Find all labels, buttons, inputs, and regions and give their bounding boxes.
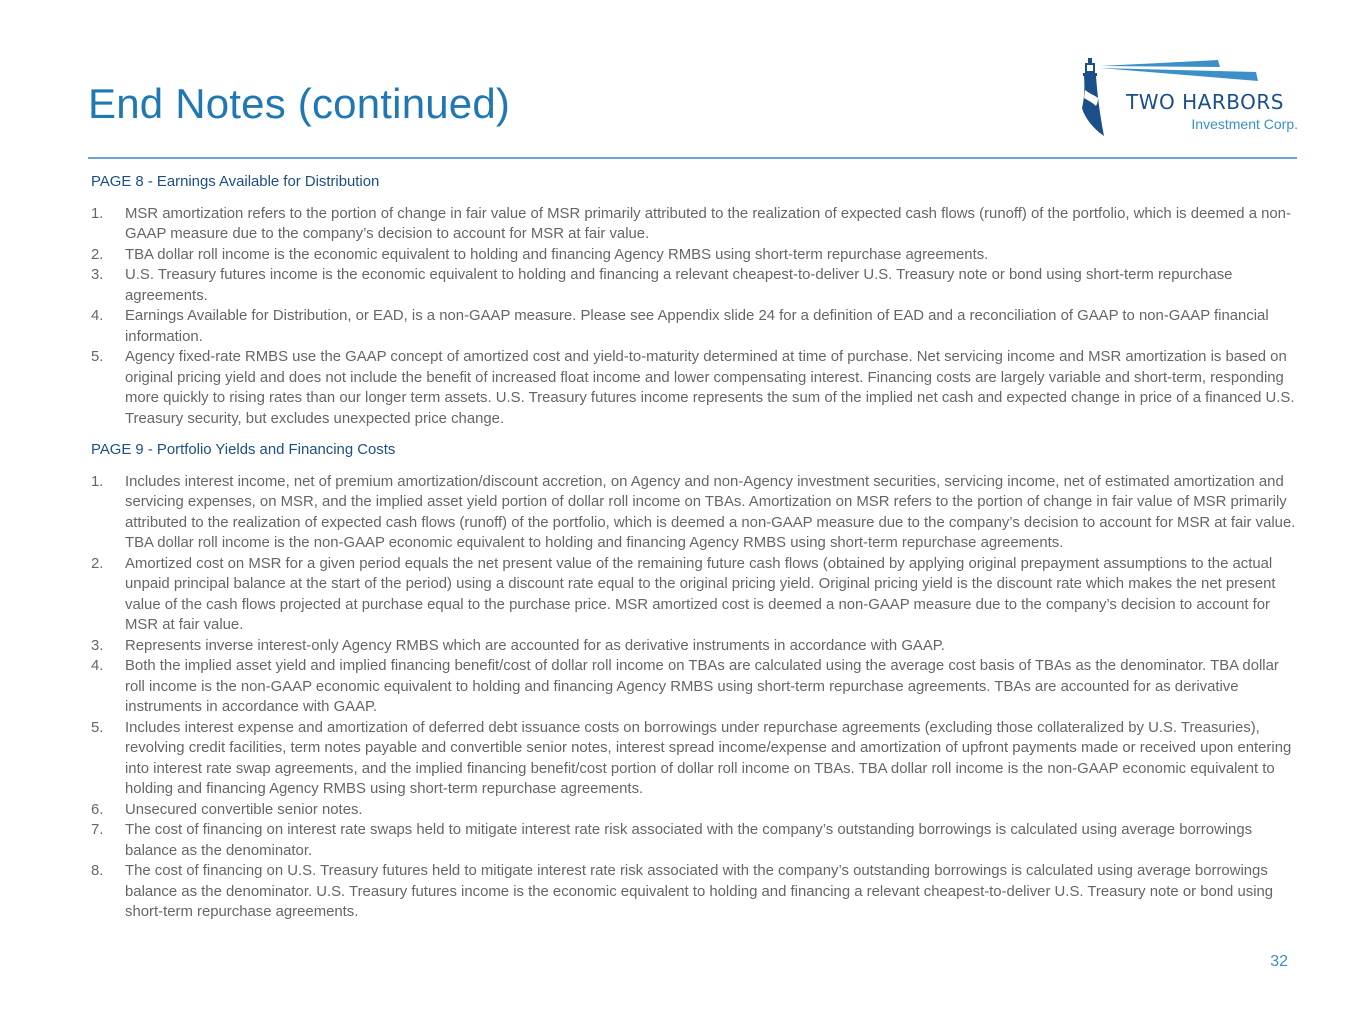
note-text: TBA dollar roll income is the economic equivalent to holding and financing Agency RMBS using short-term repurchase agreements. [125, 246, 989, 263]
note-number: 3. [91, 637, 104, 654]
note-item [91, 554, 1301, 636]
note-text: Both the implied asset yield and implied financing benefit/cost of dollar roll income on TBAs are calculated using the average cost basis of TBAs as the denominator. TBA dollar roll income is the non-GAAP economic equivalent to holding and financing Agency RMBS using short-term repurchase agreements. TBAs are accounted for as derivative instruments in accordance with GAAP. [125, 658, 1279, 715]
note-item [91, 800, 1301, 821]
section-heading: PAGE 9 - Portfolio Yields and Financing Costs [91, 442, 396, 458]
note-number: 5. [91, 719, 104, 736]
notes-list [91, 204, 1301, 430]
note-text: Earnings Available for Distribution, or EAD, is a non-GAAP measure. Please see Appendix slide 24 for a definition of EAD and a reconciliation of GAAP to non-GAAP financial information. [125, 308, 1269, 345]
notes-list [91, 472, 1301, 923]
note-text: Amortized cost on MSR for a given period equals the net present value of the remaining future cash flows (obtained by applying original prepayment assumptions to the actual unpaid principal balance at the start of the period) using a discount rate equal to the original pricing yield. Original pricing yield is the discount rate which makes the net present value of the cash flows projected at purchase equal to the purchase price. MSR amortized cost is deemed a non-GAAP measure due to the company’s decision to account for MSR at fair value. [125, 555, 1276, 633]
note-number: 4. [91, 308, 104, 324]
note-text: Includes interest expense and amortization of deferred debt issuance costs on borrowings under repurchase agreements (excluding those collateralized by U.S. Treasuries), revolving credit facilities, term notes payable and convertible senior notes, interest spread income/expense and amortization of upfront payments made or received upon entering into interest rate swap agreements, and the implied financing benefit/cost portion of dollar roll income on TBAs. TBA dollar roll income is the non-GAAP economic equivalent to holding and financing Agency RMBS using short-term repurchase agreements. [125, 719, 1292, 797]
note-item [91, 347, 1301, 429]
note-item [91, 820, 1301, 861]
note-text: MSR amortization refers to the portion of change in fair value of MSR primarily attributed to the realization of expected cash flows (runoff) of the portfolio, which is deemed a non-GAAP measure due to the company’s decision to account for MSR at fair value. [125, 205, 1291, 242]
note-number: 7. [91, 822, 104, 838]
logo-name: TWO HARBORS [1126, 90, 1284, 114]
note-text: Unsecured convertible senior notes. [125, 801, 363, 818]
note-item [91, 718, 1301, 800]
note-text: Includes interest income, net of premium amortization/discount accretion, on Agency and non-Agency investment securities, servicing income, net of estimated amortization and servicing expenses, on MSR, and the implied asset yield portion of dollar roll income on TBAs. Amortization on MSR refers to the portion of change in fair value of MSR primarily attributed to the realization of expected cash flows (runoff) of the portfolio, which is deemed a non-GAAP measure due to the company’s decision to account for MSR at fair value. TBA dollar roll income is the non-GAAP economic equivalent to holding and financing Agency RMBS using short-term repurchase agreements. [125, 473, 1296, 551]
note-text: The cost of financing on interest rate swaps held to mitigate interest rate risk associated with the company’s outstanding borrowings is calculated using average borrowings balance as the denominator. [125, 822, 1253, 859]
note-item [91, 656, 1301, 718]
note-number: 5. [91, 349, 104, 365]
header-divider [88, 157, 1297, 159]
note-number: 2. [91, 246, 104, 263]
note-item [91, 861, 1301, 923]
end-notes-content [91, 172, 1301, 923]
note-number: 1. [91, 205, 104, 222]
note-item [91, 306, 1301, 347]
page-number: 32 [1270, 953, 1288, 970]
note-item [91, 245, 1301, 266]
note-text: The cost of financing on U.S. Treasury futures held to mitigate interest rate risk associated with the company’s outstanding borrowings is calculated using average borrowings balance as the denominator. U.S. Treasury futures income is the economic equivalent to holding and financing a relevant cheapest-to-deliver U.S. Treasury note or bond using short-term repurchase agreements. [125, 863, 1274, 920]
note-number: 6. [91, 801, 104, 818]
note-number: 3. [91, 267, 104, 283]
note-text: U.S. Treasury futures income is the economic equivalent to holding and financing a relevant cheapest-to-deliver U.S. Treasury note or bond using short-term repurchase agreements. [125, 267, 1233, 304]
company-logo [1078, 50, 1308, 142]
note-number: 1. [91, 473, 104, 490]
section-page-9 [91, 440, 1301, 923]
page-title: End Notes (continued) [88, 80, 511, 127]
section-heading: PAGE 8 - Earnings Available for Distribution [91, 174, 380, 190]
note-number: 8. [91, 863, 104, 879]
note-item [91, 265, 1301, 306]
section-page-8 [91, 172, 1301, 429]
note-item [91, 636, 1301, 657]
note-text: Represents inverse interest-only Agency RMBS which are accounted for as derivative instruments in accordance with GAAP. [125, 637, 945, 654]
note-item [91, 204, 1301, 245]
note-number: 4. [91, 658, 104, 674]
note-text: Agency fixed-rate RMBS use the GAAP concept of amortized cost and yield-to-maturity determined at time of purchase. Net servicing income and MSR amortization is based on original pricing yield and does not include the benefit of increased float income and lower compensating interest. Financing costs are largely variable and short-term, responding more quickly to rising rates than our longer term assets. U.S. Treasury futures income represents the sum of the implied net cash and expected change in price of a financed U.S. Treasury security, but excludes unexpected price change. [125, 349, 1295, 427]
note-item [91, 472, 1301, 554]
note-number: 2. [91, 555, 104, 572]
logo-subtitle: Investment Corp. [1191, 116, 1298, 132]
